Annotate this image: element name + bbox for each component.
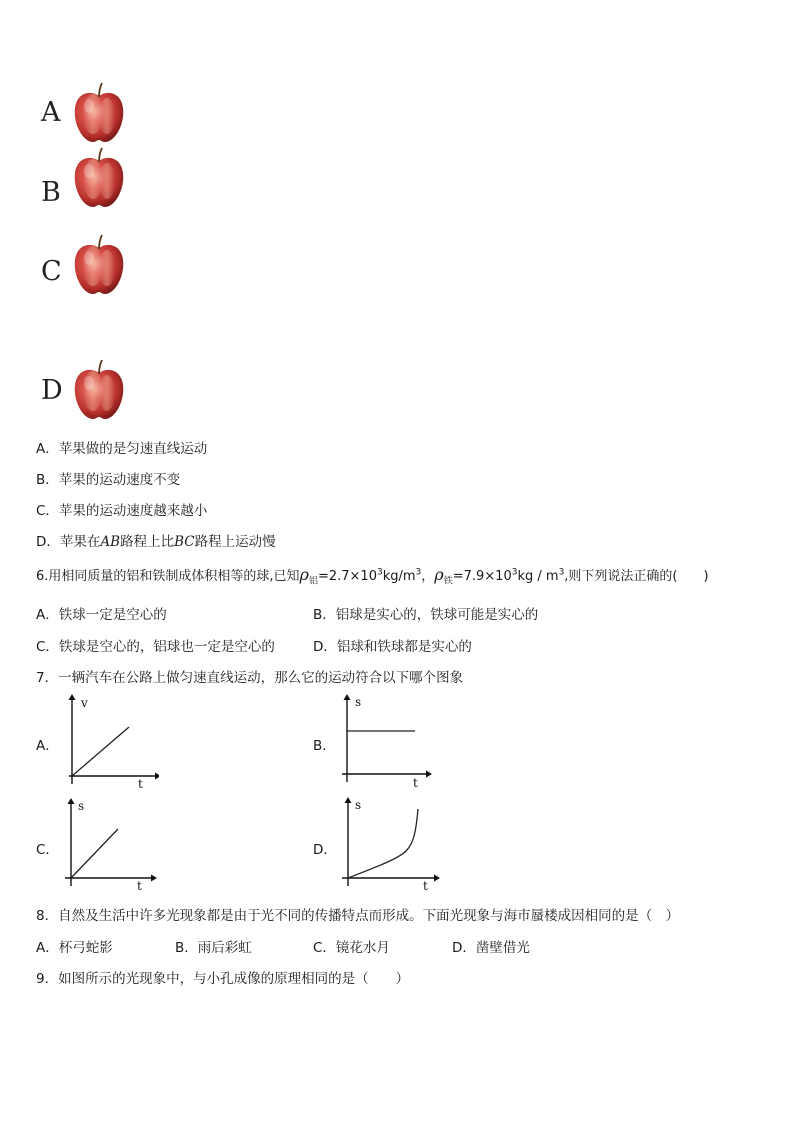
q7-option-d-label: D． <box>313 842 337 858</box>
q6-stem-part1: 6.用相同质量的铝和铁制成体积相等的球,已知 <box>36 569 300 584</box>
q6-option-a: A．铁球一定是空心的 <box>36 607 167 623</box>
rho-separator: ， <box>421 569 435 584</box>
q5-option-c: C．苹果的运动速度越来越小 <box>36 503 208 519</box>
q6-option-c: C．铁球是空心的，铝球也一定是空心的 <box>36 639 275 655</box>
q6-stem <box>36 565 709 587</box>
apple-label-d: D <box>41 375 63 406</box>
q5-option-d-bc: BC <box>174 534 195 550</box>
q6-option-b: B．铝球是实心的，铁球可能是实心的 <box>313 607 539 623</box>
q7-graph-b-y-label: s <box>355 695 362 709</box>
q8-option-a: A．杯弓蛇影 <box>36 940 113 956</box>
q7-graph-c-x-label: t <box>137 879 142 893</box>
q8-option-c: C．镜花水月 <box>313 940 390 956</box>
q7-graph-c-y-label: s <box>78 799 85 813</box>
q6-stem-part2: ,则下列说法正确的( ) <box>564 569 709 584</box>
q9-stem: 9．如图所示的光现象中，与小孔成像的原理相同的是（ ） <box>36 971 410 987</box>
q5-option-d-part2: 路程上比 <box>120 534 175 550</box>
rho-fe-exp: 3 <box>511 567 518 578</box>
q8-option-b: B．雨后彩虹 <box>175 940 252 956</box>
q5-option-d <box>36 530 276 550</box>
q7-graph-b <box>334 690 436 790</box>
apple-label-b: B <box>41 177 61 208</box>
rho-al-unit-exp: 3 <box>415 567 422 578</box>
q7-option-a-label: A． <box>36 738 59 754</box>
apple-image-c <box>71 234 127 296</box>
apple-label-c: C <box>41 256 62 287</box>
q7-option-b-label: B． <box>313 738 336 754</box>
q7-graph-b-x-label: t <box>413 776 418 790</box>
apple-image-d <box>71 359 127 421</box>
q7-option-c-label: C． <box>36 842 59 858</box>
q5-option-d-ab: AB <box>100 534 121 550</box>
q7-graph-a-x-label: t <box>138 777 143 791</box>
rho-fe-symbol: ρ <box>434 565 444 584</box>
rho-fe-unit: kg / m <box>517 569 559 584</box>
q8-stem: 8．自然及生活中许多光现象都是由于光不同的传播特点而形成。下面光现象与海市蜃楼成因相同的是（ ） <box>36 908 680 924</box>
rho-al-unit: kg/m <box>382 569 416 584</box>
rho-al-sub: 铝 <box>308 576 318 587</box>
rho-al-exp: 3 <box>376 567 383 578</box>
q7-graph-a <box>59 688 159 792</box>
apple-label-a: A <box>41 97 61 128</box>
q5-option-d-part1: D．苹果在 <box>36 534 101 550</box>
q7-graph-a-y-label: v <box>81 696 88 710</box>
q7-stem: 7．一辆汽车在公路上做匀速直线运动，那么它的运动符合以下哪个图象 <box>36 670 464 686</box>
rho-fe-sub: 铁 <box>443 576 453 587</box>
q5-option-d-part3: 路程上运动慢 <box>194 534 276 550</box>
rho-fe-value: =7.9×10 <box>452 569 512 584</box>
rho-fe-unit-exp: 3 <box>558 567 565 578</box>
q6-option-d: D．铝球和铁球都是实心的 <box>313 639 472 655</box>
q7-graph-d-x-label: t <box>423 879 428 893</box>
q7-graph-c <box>59 794 159 894</box>
q5-option-a: A．苹果做的是匀速直线运动 <box>36 441 208 457</box>
apple-image-b <box>71 147 127 209</box>
rho-al-symbol: ρ <box>299 565 309 584</box>
q8-option-d: D．凿壁借光 <box>452 940 530 956</box>
q7-graph-d-y-label: s <box>355 798 362 812</box>
apple-image-a <box>71 82 127 144</box>
q7-graph-d <box>336 791 446 893</box>
q5-option-b: B．苹果的运动速度不变 <box>36 472 181 488</box>
rho-al-value: =2.7×10 <box>317 569 377 584</box>
